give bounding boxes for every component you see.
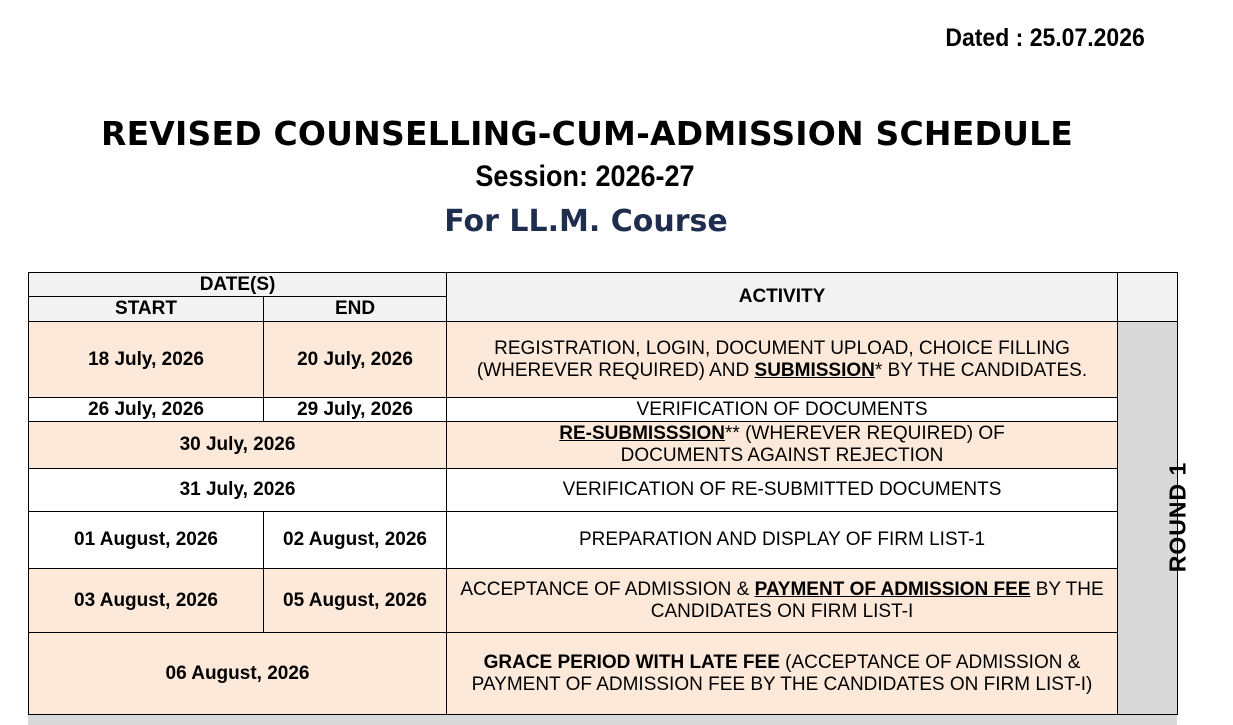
table-row — [29, 422, 1178, 469]
activity-emphasis: SUBMISSION — [754, 359, 875, 381]
next-row-strip — [28, 714, 1177, 725]
end-date-cell: 02 August, 2026 — [264, 512, 447, 569]
activity-text: ** (WHEREVER REQUIRED) OF DOCUMENTS AGAINST REJECTION — [620, 423, 1005, 466]
table-row — [29, 322, 1178, 398]
activity-cell: VERIFICATION OF DOCUMENTS — [447, 398, 1118, 422]
date-cell: 31 July, 2026 — [29, 469, 447, 512]
activity-cell — [447, 322, 1118, 398]
table-row — [29, 398, 1178, 422]
end-date-cell: 29 July, 2026 — [264, 398, 447, 422]
activity-cell — [447, 569, 1118, 633]
table-row — [29, 469, 1178, 512]
activity-emphasis: RE-SUBMISSSION — [559, 423, 726, 444]
schedule-table — [28, 272, 1191, 715]
page-title: REVISED COUNSELLING-CUM-ADMISSION SCHEDULE — [100, 114, 1074, 153]
table-row — [29, 569, 1178, 633]
session-line: Session: 2026-27 — [475, 160, 695, 193]
start-date-cell: 18 July, 2026 — [29, 322, 264, 398]
round-header-cell — [1118, 273, 1178, 322]
start-header: START — [29, 297, 264, 322]
activity-cell: PREPARATION AND DISPLAY OF FIRM LIST-1 — [447, 512, 1118, 569]
end-date-cell: 20 July, 2026 — [264, 322, 447, 398]
end-header: END — [264, 297, 447, 322]
table-row — [29, 512, 1178, 569]
dated-value: 25.07.2026 — [1029, 24, 1145, 52]
end-date-cell: 05 August, 2026 — [264, 569, 447, 633]
start-date-cell: 26 July, 2026 — [29, 398, 264, 422]
date-cell: 30 July, 2026 — [29, 422, 447, 469]
start-date-cell: 03 August, 2026 — [29, 569, 264, 633]
activity-text: * BY THE CANDIDATES. — [874, 359, 1088, 381]
activity-text: (ACCEPTANCE OF ADMISSION & PAYMENT OF ADMISSION FEE BY THE CANDIDATES ON FIRM LIST-I) — [471, 651, 1093, 695]
activity-emphasis: PAYMENT OF ADMISSION FEE — [754, 578, 1031, 600]
activity-header: ACTIVITY — [447, 273, 1118, 322]
round-cell — [1118, 322, 1191, 715]
dated-label: Dated : — [945, 24, 1024, 52]
activity-text: REGISTRATION, LOGIN, DOCUMENT UPLOAD, CHOICE FILLING (WHEREVER REQUIRED) AND — [476, 337, 1070, 381]
activity-cell: VERIFICATION OF RE-SUBMITTED DOCUMENTS — [447, 469, 1118, 512]
activity-text: BY THE CANDIDATES ON FIRM LIST-I — [650, 578, 1104, 622]
table-row — [29, 633, 1178, 715]
dated-line — [946, 24, 1145, 53]
date-cell: 06 August, 2026 — [29, 633, 447, 715]
round-label: ROUND 1 — [1164, 461, 1191, 572]
activity-text: ACCEPTANCE OF ADMISSION & — [460, 578, 755, 600]
dates-header: DATE(S) — [29, 273, 447, 297]
activity-cell — [447, 633, 1118, 715]
start-date-cell: 01 August, 2026 — [29, 512, 264, 569]
activity-cell — [447, 422, 1118, 469]
course-line: For LL.M. Course — [444, 204, 728, 239]
activity-emphasis: GRACE PERIOD WITH LATE FEE — [483, 651, 780, 673]
